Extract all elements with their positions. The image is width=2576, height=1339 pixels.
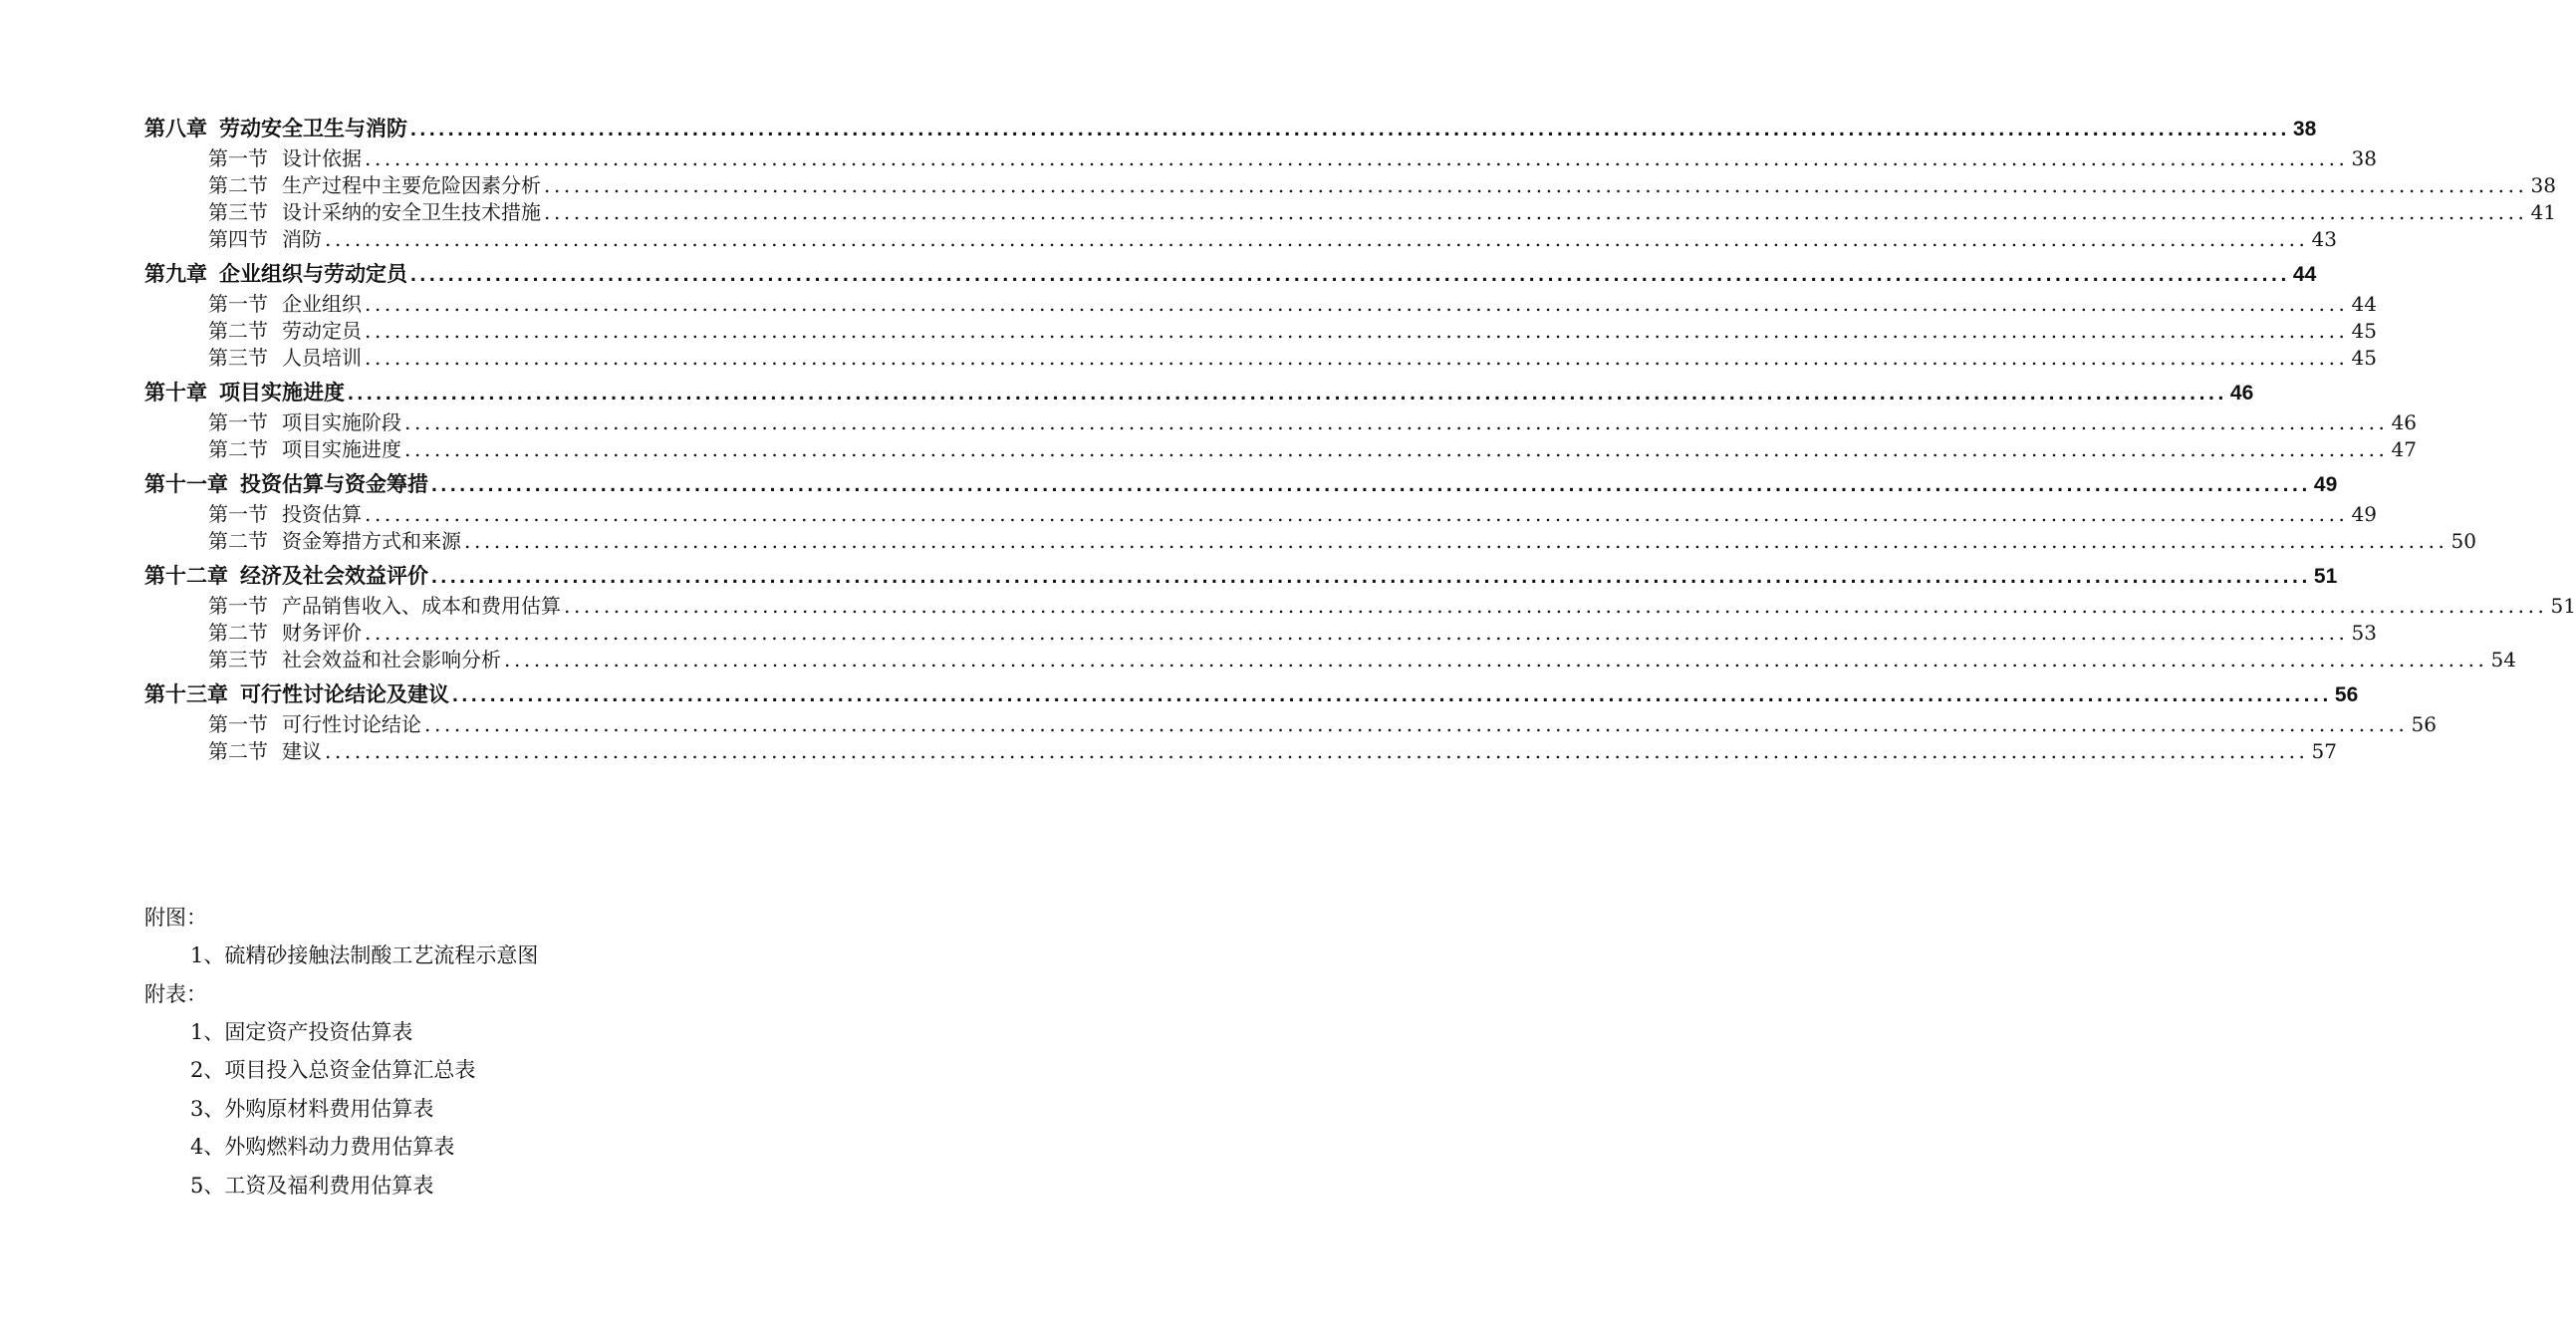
section-entry-number: 第三节	[208, 200, 268, 224]
section-entry	[144, 318, 2377, 345]
section-entry-title: 投资估算	[282, 502, 362, 526]
dot-leader: ........................................................................................................................................................................................................	[365, 621, 2349, 645]
dot-leader: ........................................................................................................................................................................................................	[404, 437, 2389, 461]
section-entry-title: 项目实施进度	[282, 437, 401, 461]
dot-leader: ........................................................................................................................................................................................................	[410, 263, 2290, 286]
section-entry-page-number: 44	[2351, 292, 2377, 316]
section-entry-title: 人员培训	[282, 346, 362, 370]
chapter-heading-title: 经济及社会效益评价	[240, 565, 428, 588]
section-entry-page-number: 38	[2530, 173, 2556, 197]
section-entry-page-number: 57	[2311, 739, 2337, 763]
table-item: 1、固定资产投资估算表	[190, 1019, 413, 1044]
dot-leader: ........................................................................................................................................................................................................	[404, 410, 2389, 434]
section-entry-number: 第一节	[208, 594, 268, 618]
section-entry	[144, 647, 2516, 673]
section-entry-title: 设计依据	[282, 146, 362, 170]
dot-leader: ........................................................................................................................................................................................................	[504, 648, 2488, 671]
section-entry-page-number: 56	[2411, 712, 2437, 736]
chapter-heading-page-number: 49	[2313, 473, 2338, 496]
section-entry-page-number: 41	[2530, 200, 2556, 224]
chapter-heading-page-number: 56	[2334, 683, 2359, 706]
dot-leader: ........................................................................................................................................................................................................	[410, 118, 2290, 140]
section-entry-title: 资金筹措方式和来源	[282, 529, 461, 553]
table-item: 3、外购原材料费用估算表	[190, 1096, 434, 1121]
dot-leader: ........................................................................................................................................................................................................	[365, 346, 2349, 370]
dot-leader: ........................................................................................................................................................................................................	[365, 292, 2349, 316]
dot-leader: ........................................................................................................................................................................................................	[365, 502, 2349, 526]
chapter-heading	[144, 378, 2254, 409]
section-entry-title: 产品销售收入、成本和费用估算	[282, 594, 561, 618]
dot-leader: ........................................................................................................................................................................................................	[452, 683, 2332, 706]
chapter-heading-page-number: 46	[2229, 382, 2254, 404]
dot-leader: ........................................................................................................................................................................................................	[544, 173, 2528, 197]
section-entry-number: 第二节	[208, 739, 268, 763]
section-entry-number: 第一节	[208, 146, 268, 170]
section-entry-page-number: 47	[2391, 437, 2417, 461]
section-entry-title: 建议	[282, 739, 322, 763]
dot-leader: ........................................................................................................................................................................................................	[325, 739, 2309, 763]
section-entry	[144, 620, 2377, 647]
figure-item: 1、硫精砂接触法制酸工艺流程示意图	[190, 943, 539, 967]
section-entry-title: 社会效益和社会影响分析	[282, 648, 501, 671]
dot-leader: ........................................................................................................................................................................................................	[564, 594, 2548, 618]
section-entry	[144, 593, 2576, 620]
dot-leader: ........................................................................................................................................................................................................	[325, 227, 2309, 251]
chapter-heading-number: 第八章	[144, 118, 207, 140]
section-entry-title: 财务评价	[282, 621, 362, 645]
chapter-heading-page-number: 38	[2292, 118, 2317, 140]
chapter-heading-title: 可行性讨论结论及建议	[240, 683, 449, 706]
section-entry-number: 第一节	[208, 410, 268, 434]
section-entry-number: 第二节	[208, 437, 268, 461]
dot-leader: ........................................................................................................................................................................................................	[431, 473, 2311, 496]
section-entry	[144, 738, 2337, 765]
section-entry-title: 企业组织	[282, 292, 362, 316]
section-entry	[144, 199, 2556, 226]
section-entry-number: 第一节	[208, 502, 268, 526]
dot-leader: ........................................................................................................................................................................................................	[365, 146, 2349, 170]
section-entry-page-number: 45	[2351, 346, 2377, 370]
section-entry	[144, 528, 2476, 555]
chapter-heading	[144, 259, 2317, 291]
dot-leader: ........................................................................................................................................................................................................	[348, 382, 2227, 404]
section-entry-number: 第二节	[208, 173, 268, 197]
section-entry-title: 消防	[282, 227, 322, 251]
chapter-heading-number: 第十一章	[144, 473, 228, 496]
chapter-heading-page-number: 44	[2292, 263, 2317, 286]
chapter-heading-title: 投资估算与资金筹措	[240, 473, 428, 496]
dot-leader: ........................................................................................................................................................................................................	[365, 319, 2349, 343]
figures-heading: 附图：	[144, 906, 207, 930]
chapter-heading-title: 企业组织与劳动定员	[219, 263, 407, 286]
section-entry-number: 第一节	[208, 292, 268, 316]
chapter-heading-title: 项目实施进度	[219, 382, 345, 404]
chapter-heading	[144, 469, 2338, 501]
chapter-heading-page-number: 51	[2313, 565, 2338, 588]
chapter-heading	[144, 679, 2359, 711]
chapter-heading-number: 第十二章	[144, 565, 228, 588]
section-entry-page-number: 43	[2311, 227, 2337, 251]
section-entry-title: 设计采纳的安全卫生技术措施	[282, 200, 541, 224]
table-of-contents	[144, 114, 2576, 765]
section-entry-number: 第三节	[208, 648, 268, 671]
section-entry-number: 第四节	[208, 227, 268, 251]
section-entry	[144, 172, 2556, 199]
chapter-heading-title: 劳动安全卫生与消防	[219, 118, 407, 140]
table-item: 5、工资及福利费用估算表	[190, 1173, 434, 1198]
section-entry-title: 项目实施阶段	[282, 410, 401, 434]
dot-leader: ........................................................................................................................................................................................................	[431, 565, 2311, 588]
section-entry-number: 第二节	[208, 529, 268, 553]
tables-heading: 附表：	[144, 981, 207, 1006]
section-entry-number: 第二节	[208, 319, 268, 343]
section-entry-number: 第一节	[208, 712, 268, 736]
section-entry-number: 第三节	[208, 346, 268, 370]
appendix	[144, 899, 538, 1205]
chapter-heading-number: 第九章	[144, 263, 207, 286]
chapter-heading	[144, 561, 2338, 593]
table-item: 4、外购燃料动力费用估算表	[190, 1135, 455, 1159]
dot-leader: ........................................................................................................................................................................................................	[544, 200, 2528, 224]
section-entry-title: 生产过程中主要危险因素分析	[282, 173, 541, 197]
section-entry-page-number: 49	[2351, 502, 2377, 526]
section-entry	[144, 711, 2437, 738]
section-entry-page-number: 54	[2490, 648, 2516, 671]
section-entry-title: 可行性讨论结论	[282, 712, 421, 736]
chapter-heading-number: 第十三章	[144, 683, 228, 706]
chapter-heading-number: 第十章	[144, 382, 207, 404]
section-entry-page-number: 53	[2351, 621, 2377, 645]
section-entry	[144, 501, 2377, 528]
section-entry-page-number: 45	[2351, 319, 2377, 343]
dot-leader: ........................................................................................................................................................................................................	[424, 712, 2409, 736]
section-entry-page-number: 38	[2351, 146, 2377, 170]
section-entry-page-number: 46	[2391, 410, 2417, 434]
chapter-heading	[144, 114, 2317, 145]
section-entry	[144, 345, 2377, 372]
section-entry-page-number: 51	[2550, 594, 2576, 618]
section-entry	[144, 145, 2377, 172]
section-entry	[144, 409, 2417, 436]
table-item: 2、项目投入总资金估算汇总表	[190, 1058, 476, 1082]
section-entry-number: 第二节	[208, 621, 268, 645]
section-entry	[144, 226, 2337, 253]
section-entry-title: 劳动定员	[282, 319, 362, 343]
dot-leader: ........................................................................................................................................................................................................	[464, 529, 2448, 553]
section-entry	[144, 291, 2377, 318]
section-entry-page-number: 50	[2450, 529, 2476, 553]
section-entry	[144, 436, 2417, 463]
